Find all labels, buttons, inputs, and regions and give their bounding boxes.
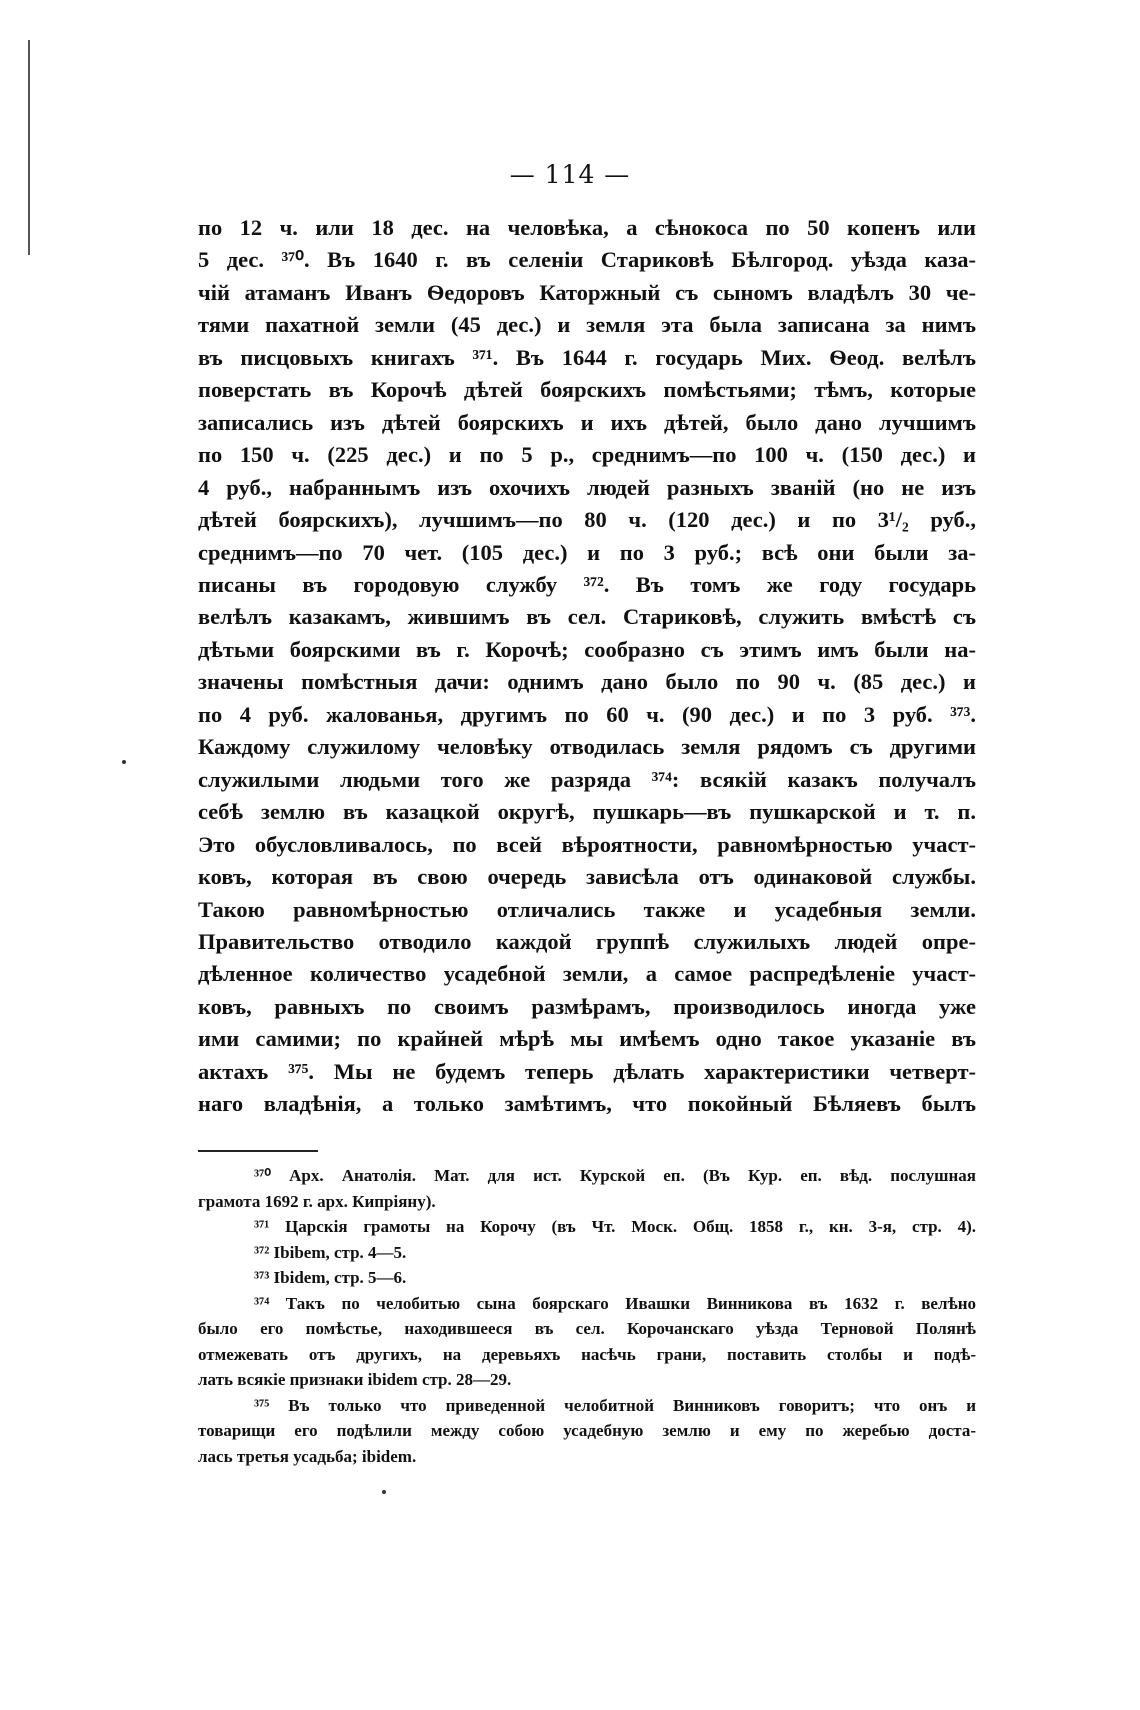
text-line: по 4 руб. жалованья, другимъ по 60 ч. (90 дес.) и по 3 руб. ³⁷³. [198, 701, 976, 727]
footnote-line: лась третья усадьба; ibidem. [198, 1446, 417, 1466]
footnote-372 [198, 1240, 976, 1266]
text-line: тями пахатной земли (45 дес.) и земля эта была записана за нимъ [198, 312, 976, 338]
footnote-375 [198, 1393, 976, 1470]
page-number: — 114 — [509, 160, 631, 189]
footnotes [198, 1163, 976, 1469]
text-line: въ писцовыхъ книгахъ ³⁷¹. Въ 1644 г. государь Мих. Ѳеод. велѣлъ [198, 344, 976, 370]
text-line: Каждому служилому человѣку отводилась земля рядомъ съ другими [198, 734, 976, 760]
footnote-line: ³⁷⁵ Въ только что приведенной челобитной Винниковъ говоритъ; что онъ и [254, 1395, 976, 1415]
text-line: Такою равномѣрностью отличались также и усадебныя земли. [198, 896, 976, 922]
text-line: себѣ землю въ казацкой округѣ, пушкарь—въ пушкарской и т. п. [198, 799, 976, 825]
footnote-line: ³⁷⁴ Такъ по челобитью сына боярскаго Ивашки Винникова въ 1632 г. велѣно [254, 1293, 976, 1313]
text-line: Это обусловливалось, по всей вѣроятности, равномѣрностью участ- [198, 831, 976, 857]
text-line: ковъ, равныхъ по своимъ размѣрамъ, производилось иногда уже [198, 993, 976, 1019]
text-line: дѣтьми боярскими въ г. Корочѣ; сообразно съ этимъ имъ были на- [198, 636, 976, 662]
footnote-line: грамота 1692 г. арх. Кипріяну). [198, 1191, 436, 1211]
text-line: по 150 ч. (225 дес.) и по 5 р., среднимъ—по 100 ч. (150 дес.) и [198, 442, 976, 468]
text-line: велѣлъ казакамъ, жившимъ въ сел. Стариковѣ, служить вмѣстѣ съ [198, 604, 976, 630]
text-line: писаны въ городовую службу ³⁷². Въ томъ же году государь [198, 571, 976, 597]
text-line: дѣленное количество усадебной земли, а самое распредѣленіе участ- [198, 961, 976, 987]
text-line: Правительство отводило каждой группѣ служилыхъ людей опре- [198, 928, 976, 954]
footnote-line: ³⁷³ Ibidem, стр. 5—6. [254, 1268, 407, 1287]
footnote-line: товарищи его подѣлили между собою усадебную землю и ему по жеребью доста- [198, 1421, 976, 1440]
footnote-line: ³⁷² Ibibem, стр. 4—5. [254, 1242, 407, 1262]
text-line: по 12 ч. или 18 дес. на человѣка, а сѣнокоса по 50 копенъ или [198, 215, 976, 240]
text-line: ковъ, которая въ свою очередь зависѣла отъ одинаковой службы. [198, 864, 976, 890]
main-text [198, 212, 976, 1121]
text-line: среднимъ—по 70 чет. (105 дес.) и по 3 руб.; всѣ они были за- [198, 539, 976, 565]
text-line: поверстать въ Корочѣ дѣтей боярскихъ помѣстьями; тѣмъ, которые [198, 377, 976, 403]
footnote-line: отмежевать отъ другихъ, на деревьяхъ насѣчь грани, поставить столбы и подѣ- [198, 1344, 976, 1364]
footnote-371 [198, 1214, 976, 1240]
text-line: чій атаманъ Иванъ Ѳедоровъ Каторжный съ сыномъ владѣлъ 30 че- [198, 279, 976, 305]
scan-speck [122, 760, 126, 764]
text-line: актахъ ³⁷⁵. Мы не будемъ теперь дѣлать характеристики четверт- [198, 1058, 976, 1084]
text-line: ими самими; по крайней мѣрѣ мы имѣемъ одно такое указаніе въ [198, 1026, 976, 1052]
footnote-373 [198, 1265, 976, 1291]
footnote-line: ³⁷¹ Царскія грамоты на Корочу (въ Чт. Моск. Общ. 1858 г., кн. 3-я, стр. 4). [254, 1217, 976, 1236]
footnote-separator [198, 1150, 318, 1152]
scan-edge-line [28, 40, 30, 255]
text-line: дѣтей боярскихъ), лучшимъ—по 80 ч. (120 дес.) и по 3¹/₂ руб., [198, 507, 976, 533]
footnote-374 [198, 1291, 976, 1393]
text-line: значены помѣстныя дачи: однимъ дано было по 90 ч. (85 дес.) и [198, 669, 976, 695]
text-line: записались изъ дѣтей боярскихъ и ихъ дѣтей, было дано лучшимъ [198, 409, 976, 435]
text-line: наго владѣнія, а только замѣтимъ, что покойный Бѣляевъ былъ [198, 1091, 976, 1117]
footnote-line: лать всякіе признаки ibidem стр. 28—29. [198, 1370, 512, 1389]
text-line: 4 руб., набраннымъ изъ охочихъ людей разныхъ званій (но не изъ [198, 474, 976, 500]
footnote-line: ³⁷⁰ Арх. Анатолія. Мат. для ист. Курской еп. (Въ Кур. еп. вѣд. послушная [254, 1166, 976, 1185]
text-line: служилыми людьми того же разряда ³⁷⁴: всякій казакъ получалъ [198, 766, 976, 792]
text-line: 5 дес. ³⁷⁰. Въ 1640 г. въ селеніи Стариковѣ Бѣлгород. уѣзда каза- [198, 247, 976, 273]
footnote-370 [198, 1163, 976, 1214]
scan-speck [382, 1490, 386, 1494]
footnote-line: было его помѣстье, находившееся въ сел. Корочанскаго уѣзда Терновой Полянѣ [198, 1319, 976, 1338]
